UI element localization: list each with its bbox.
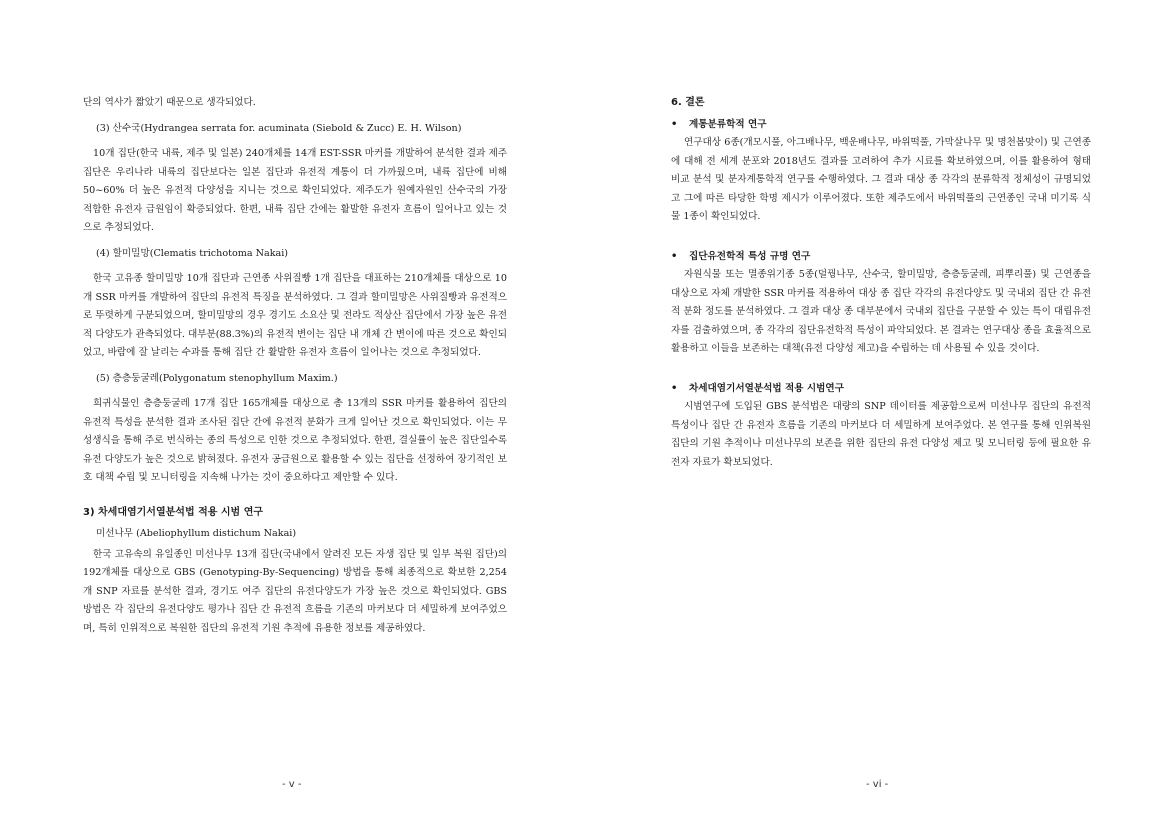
page-number: - v - [282,779,302,790]
spacer [671,359,1091,380]
page-number: - vi - [866,779,889,790]
bullet-heading-ngs-pilot [671,380,1091,399]
section-heading-ngs: 3) 차세대염기서열분석법 적용 시범 연구 [83,506,264,518]
bullet-heading-systematics [671,116,1091,135]
spacer [671,227,1091,248]
right-column [671,94,1091,472]
bullet-icon: • [671,382,678,394]
page-left [0,0,586,830]
paragraph-clematis: 한국 고유종 할미밀망 10개 집단과 근연종 사위질빵 1개 집단을 대표하는 210개체를 대상으로 10개 SSR 마커를 개발하여 집단의 유전적 특징을 분석하였다. 그 결과 할미밀망은 사위질빵과 유전적으로 뚜렷하게 구분되었으며, 할미밀망의 경우 경기도 소요산 및 전라도 적상산 집단에서 가장 높은 유전적 다양도가 관측되었다. 대부분(88.3%)의 유전적 변이는 집단 내 개체 간 변이에 따른 것으로 확인되었고, 바람에 잘 날리는 수과를 통해 집단 간 활발한 유전자 흐름이 일어나는 것으로 추정되었다. [83,273,507,358]
subsection-heading-clematis: (4) 할미밀망(Clematis trichotoma Nakai) [96,247,289,259]
bullet-heading-population-genetics [671,248,1091,267]
subsection-heading-hydrangea: (3) 산수국(Hydrangea serrata for. acuminata (Siebold & Zucc) E. H. Wilson) [96,122,462,134]
paragraph-hydrangea: 10개 집단(한국 내륙, 제주 및 일본) 240개체를 14개 EST-SSR 마커를 개발하여 분석한 결과 제주 집단은 우리나라 내륙의 집단보다는 일본 집단과 유전적 계통이 더 가까웠으며, 내륙 집단에 비해 50~60% 더 높은 유전적 다양성을 지니는 것으로 확인되었다. 제주도가 원예자원인 산수국의 가장 적합한 유전자 급원임이 확증되었다. 한편, 내륙 집단 간에는 활발한 유전자 흐름이 일어나고 있는 것으로 추정되었다. [83,148,507,233]
bullet-heading-text: 집단유전학적 특성 규명 연구 [689,250,811,262]
left-column [83,94,507,638]
paragraph-population-genetics: 자원식물 또는 멸종위기종 5종(덜꿩나무, 산수국, 할미밀망, 층층둥굴레, 피뿌리풀) 및 근연종을 대상으로 자체 개발한 SSR 마커를 적용하여 대상 종 집단 각각의 유전다양도 및 국내외 집단 간 유전적 분화 정도를 분석하였다. 그 결과 대상 종 대부분에서 국내외 집단을 구분할 수 있는 특이 대립유전자를 검출하였으며, 종 각각의 집단유전학적 특성이 파악되었다. 본 결과는 연구대상 종을 효율적으로 활용하고 이들을 보존하는 대책(유전 다양성 제고)을 수립하는 데 사용될 수 있을 것이다. [671,269,1091,354]
subsection-heading-abeliophyllum: 미선나무 (Abeliophyllum distichum Nakai) [96,528,297,539]
section-heading-conclusion: 6. 결론 [671,97,705,108]
bullet-heading-text: 차세대염기서열분석법 적용 시범연구 [689,382,844,394]
subsection-heading-polygonatum: (5) 층층둥굴레(Polygonatum stenophyllum Maxim.) [96,372,338,384]
paragraph-polygonatum: 희귀식물인 층층둥굴레 17개 집단 165개체를 대상으로 총 13개의 SSR 마커를 활용하여 집단의 유전적 특성을 분석한 결과 조사된 집단 간에 유전적 분화가 크게 일어난 것으로 확인되었다. 이는 무성생식을 통해 주로 번식하는 종의 특성으로 인한 것으로 추정되었다. 한편, 결실률이 높은 집단일수록 유전 다양도가 높은 것으로 밝혀졌다. 유전자 공급원으로 활용할 수 있는 집단을 선정하여 장기적인 보호 대책 수립 및 모니터링을 지속해 나가는 것이 중요하다고 제안할 수 있다. [83,398,507,483]
bullet-heading-text: 계통분류학적 연구 [689,118,767,130]
page-right [586,0,1173,830]
paragraph-continuation: 단의 역사가 짧았기 때문으로 생각되었다. [83,97,256,108]
paragraph-ngs-pilot: 시범연구에 도입된 GBS 분석법은 대량의 SNP 데이터를 제공함으로써 미선나무 집단의 유전적 특성이나 집단 간 유전자 흐름을 기존의 마커보다 더 세밀하게 보여주었다. 본 연구를 통해 인위복원 집단의 기원 추적이나 미선나무의 보존을 위한 집단의 유전 다양성 제고 및 모니터링 등에 필요한 유전자 자료가 확보되었다. [671,401,1091,468]
bullet-icon: • [671,250,678,262]
bullet-icon: • [671,118,678,130]
paragraph-abeliophyllum: 한국 고유속의 유일종인 미선나무 13개 집단(국내에서 알려진 모든 자생 집단 및 일부 복원 집단)의 192개체를 대상으로 GBS (Genotyping-By-Sequencing) 방법을 통해 최종적으로 확보한 2,254개 SNP 자료를 분석한 결과, 경기도 여주 집단의 유전다양도가 가장 높은 것으로 확인되었다. GBS 방법은 각 집단의 유전다양도 평가나 집단 간 유전적 흐름을 기존의 마커보다 더 세밀하게 보여주었으며, 특히 인위적으로 복원한 집단의 유전적 기원 추적에 유용한 정보를 제공하였다. [83,548,507,634]
paragraph-systematics: 연구대상 6종(개모시풀, 아그배나무, 백운배나무, 바위떡풀, 가막살나무 및 명천봄맞이) 및 근연종에 대해 전 세계 분포와 2018년도 결과를 고려하여 추가 시료를 확보하였으며, 이를 활용하여 형태 비교 분석 및 분자계통학적 연구를 수행하였다. 그 결과 대상 종 각각의 분류학적 정체성이 규명되었고 그에 따른 타당한 학명 제시가 이루어졌다. 또한 제주도에서 바위떡풀의 근연종인 국내 미기록 식물 1종이 확인되었다. [671,137,1091,222]
